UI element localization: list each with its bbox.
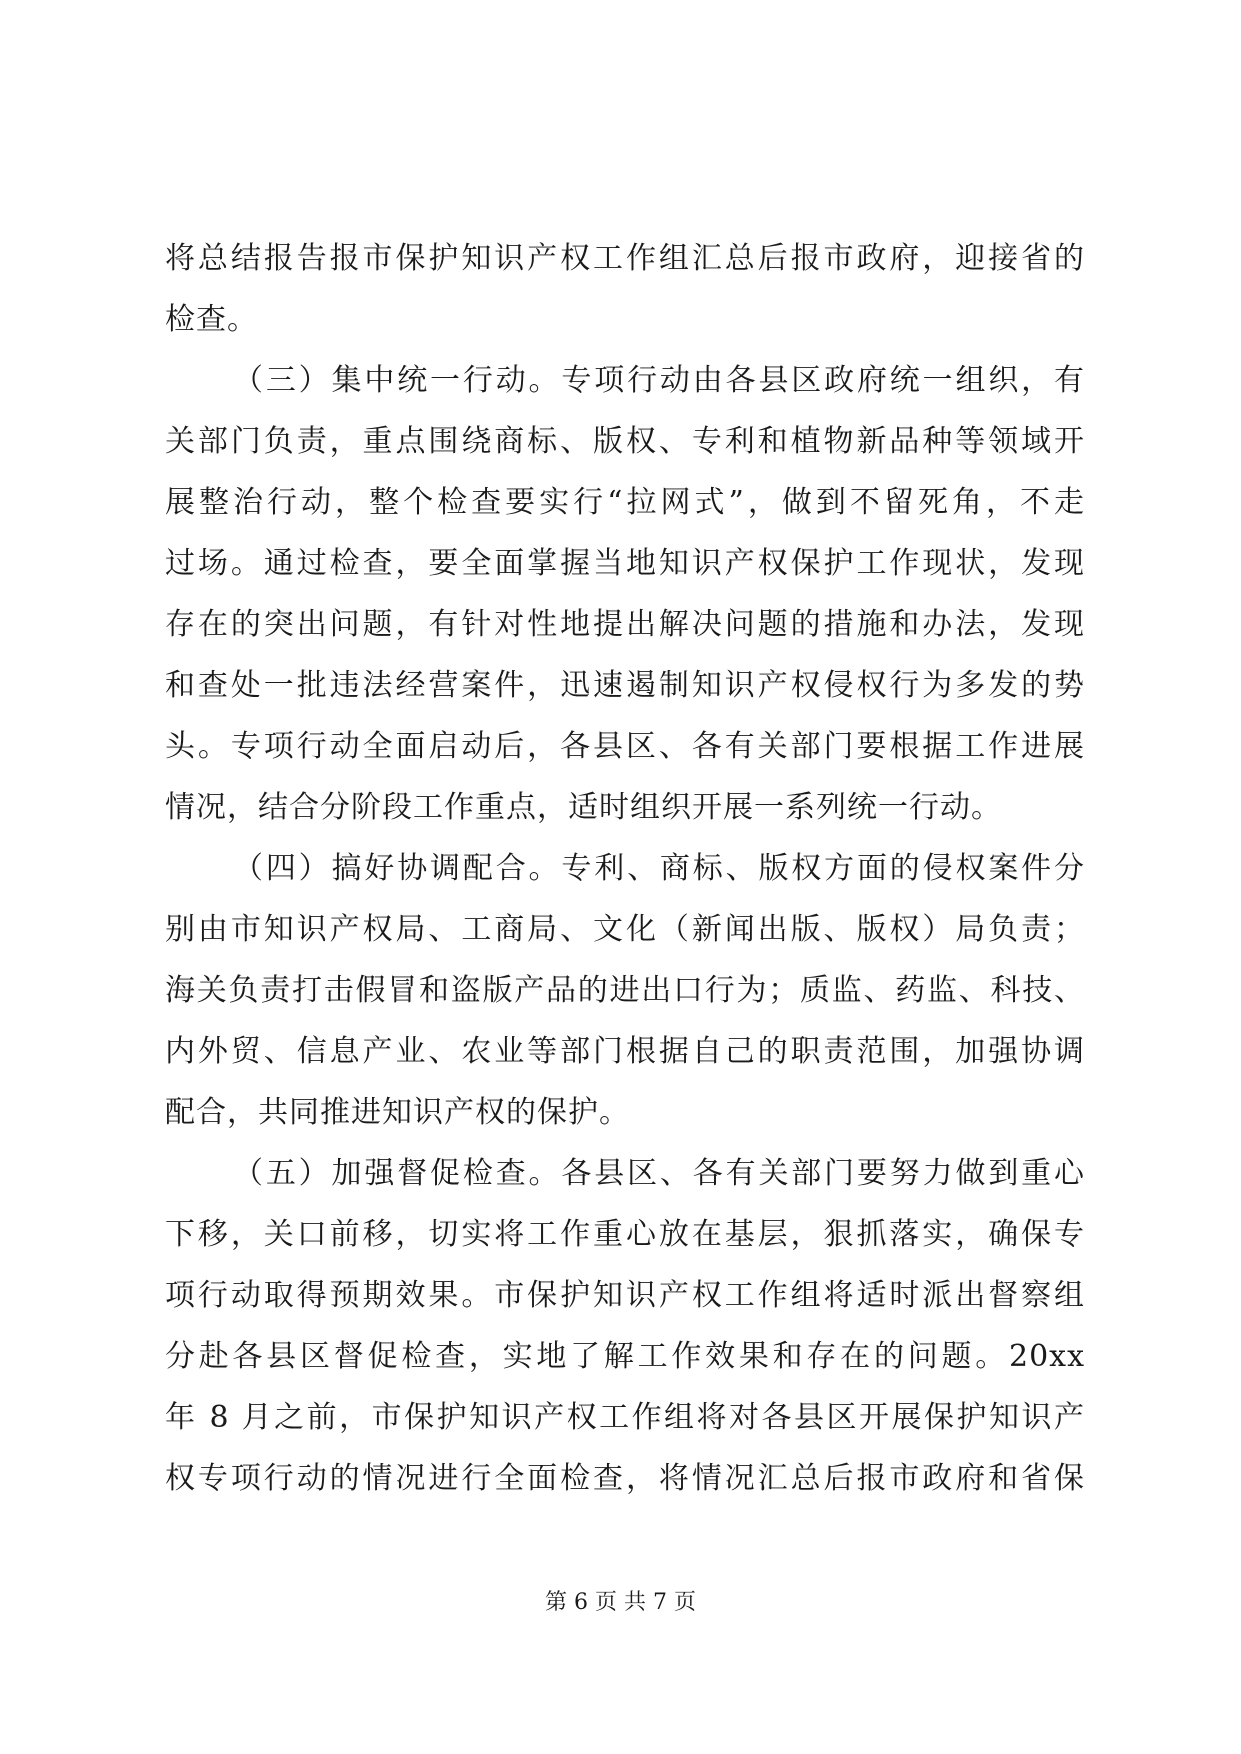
text-line: 年 8 月之前，市保护知识产权工作组将对各县区开展保护知识产 (165, 1400, 1085, 1435)
text-line: 内外贸、信息产业、农业等部门根据自己的职责范围，加强协调 (165, 1034, 1085, 1069)
text-line: 头。专项行动全面启动后，各县区、各有关部门要根据工作进展 (165, 729, 1085, 764)
text-line: （四）搞好协调配合。专利、商标、版权方面的侵权案件分 (233, 851, 1085, 886)
text-line: 权专项行动的情况进行全面检查，将情况汇总后报市政府和省保 (165, 1461, 1085, 1496)
text-line: 分赴各县区督促检查，实地了解工作效果和存在的问题。20xx (165, 1339, 1085, 1374)
text-line: 别由市知识产权局、工商局、文化（新闻出版、版权）局负责； (165, 912, 1085, 947)
text-line: 将总结报告报市保护知识产权工作组汇总后报市政府，迎接省的 (165, 241, 1085, 276)
text-line: 关部门负责，重点围绕商标、版权、专利和植物新品种等领域开 (165, 424, 1085, 459)
page-footer: 第 6 页 共 7 页 (545, 1590, 696, 1615)
text-line: 过场。通过检查，要全面掌握当地知识产权保护工作现状，发现 (165, 546, 1085, 581)
text-line: 存在的突出问题，有针对性地提出解决问题的措施和办法，发现 (165, 607, 1085, 642)
text-line: 和查处一批违法经营案件，迅速遏制知识产权侵权行为多发的势 (165, 668, 1085, 703)
text-line: 展整治行动，整个检查要实行“拉网式”，做到不留死角，不走 (165, 485, 1085, 520)
document-body (165, 228, 1085, 1509)
text-line: （三）集中统一行动。专项行动由各县区政府统一组织，有 (233, 363, 1085, 398)
text-line: 配合，共同推进知识产权的保护。 (165, 1095, 630, 1130)
text-line: 情况，结合分阶段工作重点，适时组织开展一系列统一行动。 (165, 790, 1002, 825)
text-line: 下移，关口前移，切实将工作重心放在基层，狠抓落实，确保专 (165, 1217, 1085, 1252)
text-line: 检查。 (165, 302, 258, 337)
text-line: 海关负责打击假冒和盗版产品的进出口行为；质监、药监、科技、 (165, 973, 1085, 1008)
text-line: （五）加强督促检查。各县区、各有关部门要努力做到重心 (233, 1156, 1085, 1191)
text-line: 项行动取得预期效果。市保护知识产权工作组将适时派出督察组 (165, 1278, 1085, 1313)
